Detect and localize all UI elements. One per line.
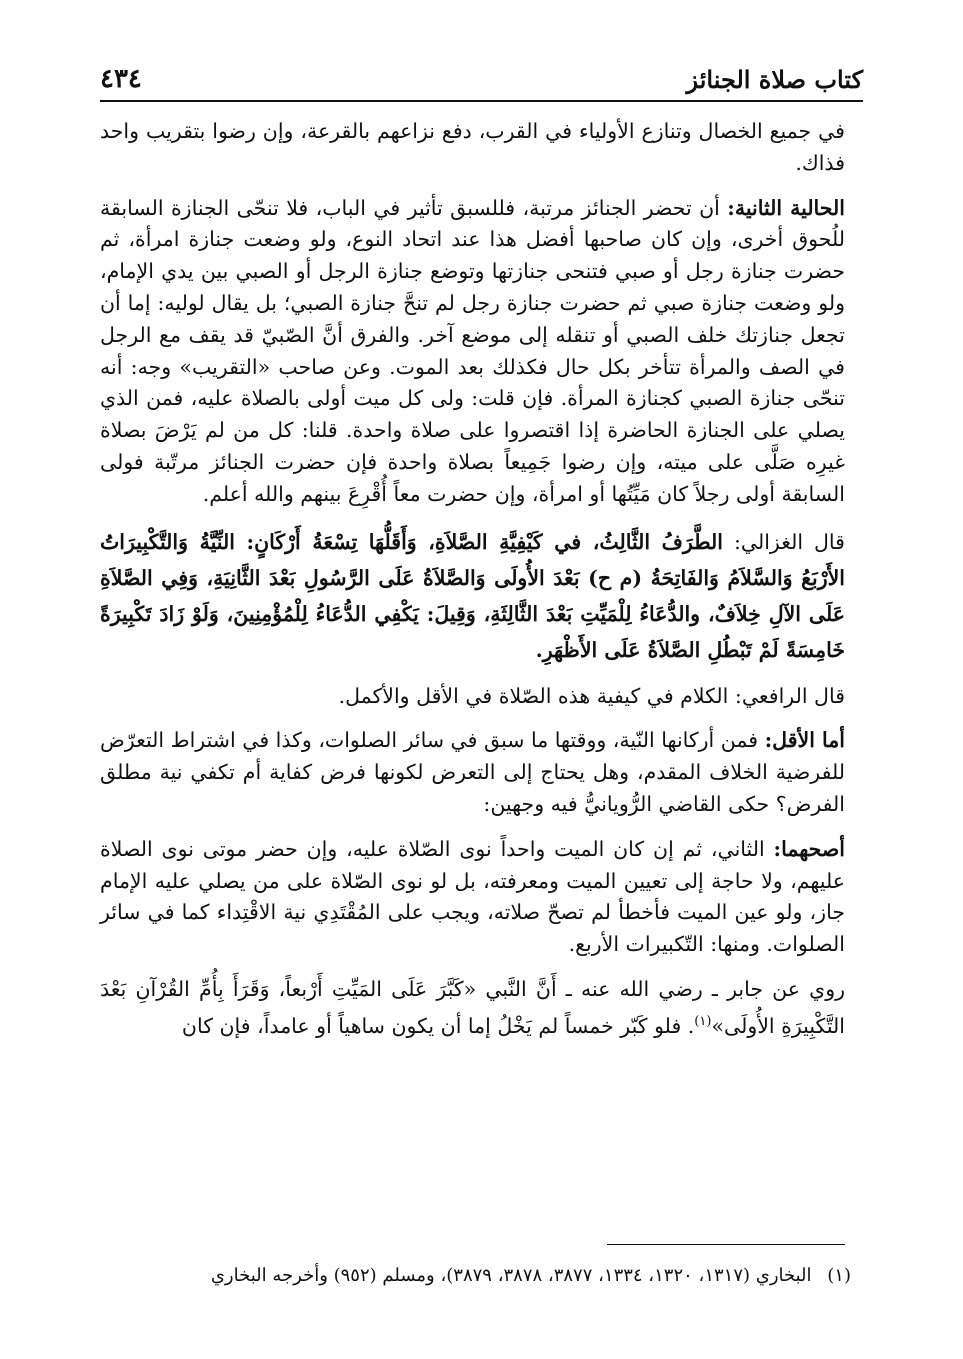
paragraph-text: فمن أركانها النّية، ووقتها ما سبق في سائر الصلوات، وكذا في اشتراط التعرّض للفرضية الخلاف المقدم، وهل يحتاج إلى التعرض لكونها فرض كفاية أم تكفي نية مطلق الفرض؟ حكى القاضي الرُّويانيُّ فيه وجهين: — [100, 728, 845, 816]
paragraph-text: . فلو كَبّر خمساً لم يَخْلُ إما أن يكون ساهياً أو عامداً، فإن كان — [181, 1013, 695, 1038]
page-number: ٤٣٤ — [100, 64, 142, 94]
paragraph-lead: الحالية الثانية: — [727, 195, 845, 220]
paragraph-1 — [100, 116, 845, 180]
paragraph-lead: أما الأقل: — [764, 728, 845, 753]
paragraph-text: روي عن جابر ـ رضي الله عنه ـ أَنَّ النَّبي «كَبَّرَ عَلَى المَيِّتِ أَرْبعاً، وَقَرَأَ بِأُمِّ القُرْآنِ بَعْدَ التَّكْبِيرَةِ الأُولَى» — [100, 976, 845, 1038]
paragraph-7 — [100, 974, 845, 1042]
running-title: كتاب صلاة الجنائز — [686, 65, 863, 94]
paragraph-text: في جميع الخصال وتنازع الأولياء في القرب، دفع نزاعهم بالقرعة، وإن رضوا بتقريب واحد فذاك. — [100, 119, 845, 175]
paragraph-2 — [100, 193, 845, 511]
paragraph-text: أن تحضر الجنائز مرتبة، فللسبق تأثير في الباب، فلا تنحّى الجنازة السابقة للُحوق أخرى، وإن كان صاحبها أفضل هذا عند اتحاد النوع، ولو وضعت جنازة امرأة، ثم حضرت جنازة رجل أو صبي فتنحى جنازتها وتوضع جنازة الرجل أو الصبي بين يدي الإمام، ولو وضعت جنازة صبي ثم حضرت جنازة رجل لم تنحَّ جنازة الصبي؛ بل يقال لوليه: إما أن تجعل جنازتك خلف الصبي أو تنقله إلى موضع آخر. والفرق أنَّ الصّبيّ قد يقف مع الرجل في الصف والمرأة تتأخر بكل حال فكذلك بعد الموت. وعن صاحب «التقريب» وجه: أنه تنحّى جنازة الصبي كجنازة المرأة. فإن قلت: ولى كل ميت أولى بالصلاة عليه، فمن الذي يصلي على الجنازة الحاضرة إذا اقتصروا على صلاة واحدة. قلنا: كل من لم يَرْضَ بصلاة غيرِه صَلَّى على ميته، وإن رضوا جَمِيعاً بصلاة واحدة فإن حضرت الجنائز مرتّبة فولى السابقة أولى رجلاً كان مَيِّتُها أو امرأة، وإن حضرت معاً أُقْرِعَ بينهم والله أعلم. — [100, 195, 845, 506]
footnote-separator — [607, 1244, 845, 1245]
paragraph-lead: أصحهما: — [773, 836, 845, 861]
paragraph-lead: قال الغزالي: — [733, 529, 845, 554]
paragraph-5 — [100, 725, 845, 820]
footnote-item — [100, 1262, 851, 1290]
paragraph-4 — [100, 681, 845, 713]
footnote-reference: (١) — [694, 1013, 712, 1029]
page-header — [100, 50, 863, 102]
paragraph-6 — [100, 834, 845, 961]
paragraph-text: الكلام في كيفية هذه الصّلاة في الأقل والأكمل. — [338, 683, 729, 708]
paragraph-3-quote — [100, 524, 845, 668]
main-text — [100, 116, 845, 1055]
paragraph-lead: قال الرافعي: — [734, 683, 845, 708]
footnote-number: (١) — [827, 1265, 851, 1286]
footnote-text: البخاري (١٣١٧، ١٣٢٠، ١٣٣٤، ٣٨٧٧، ٣٨٧٨، ٣٨٧٩)، ومسلم (٩٥٢) وأخرجه البخاري — [210, 1265, 812, 1286]
quoted-matn-text: الطَّرَفُ الثَّالِثُ، في كَيْفِيَّةِ الصَّلاَةِ، وَأَقَلُّهَا تِسْعَةُ أَرْكَانٍ: النِّيَّةُ وَالتَّكْبِيرَاتُ الأَرْبَعُ وَالسَّلاَمُ وَالفَاتِحَةُ (م ح) بَعْدَ الأُولَى وَالصَّلاَةُ عَلَى الرَّسُولِ بَعْدَ الثَّانِيَةِ، وَفِي الصَّلاَةِ عَلَى الآلِ خِلاَفٌ، والدُّعَاءُ لِلْمَيِّتِ بَعْدَ الثَّالِثَةِ، وَقِيلَ: يَكْفِي الدُّعَاءُ لِلْمُؤْمِنِينَ، وَلَوْ زَادَ تَكْبِيرَةً خَامِسَةً لَمْ تَبْطُلِ الصَّلاَةُ عَلَى الأَظْهَرِ. — [100, 529, 845, 662]
paragraph-text: الثاني، ثم إن كان الميت واحداً نوى الصّلاة عليه، وإن حضر موتى نوى الصلاة عليهم، ولا حاجة إلى تعيين الميت ومعرفته، بل لو نوى الصّلاة على من يصلي عليه الإمام جاز، ولو عين الميت فأخطأ لم تصحّ صلاته، ويجب على المُقْتَدِي نية الاقْتِداء كما في سائر الصلوات. ومنها: التّكبيرات الأربع. — [100, 836, 845, 957]
footnotes — [100, 1262, 851, 1290]
